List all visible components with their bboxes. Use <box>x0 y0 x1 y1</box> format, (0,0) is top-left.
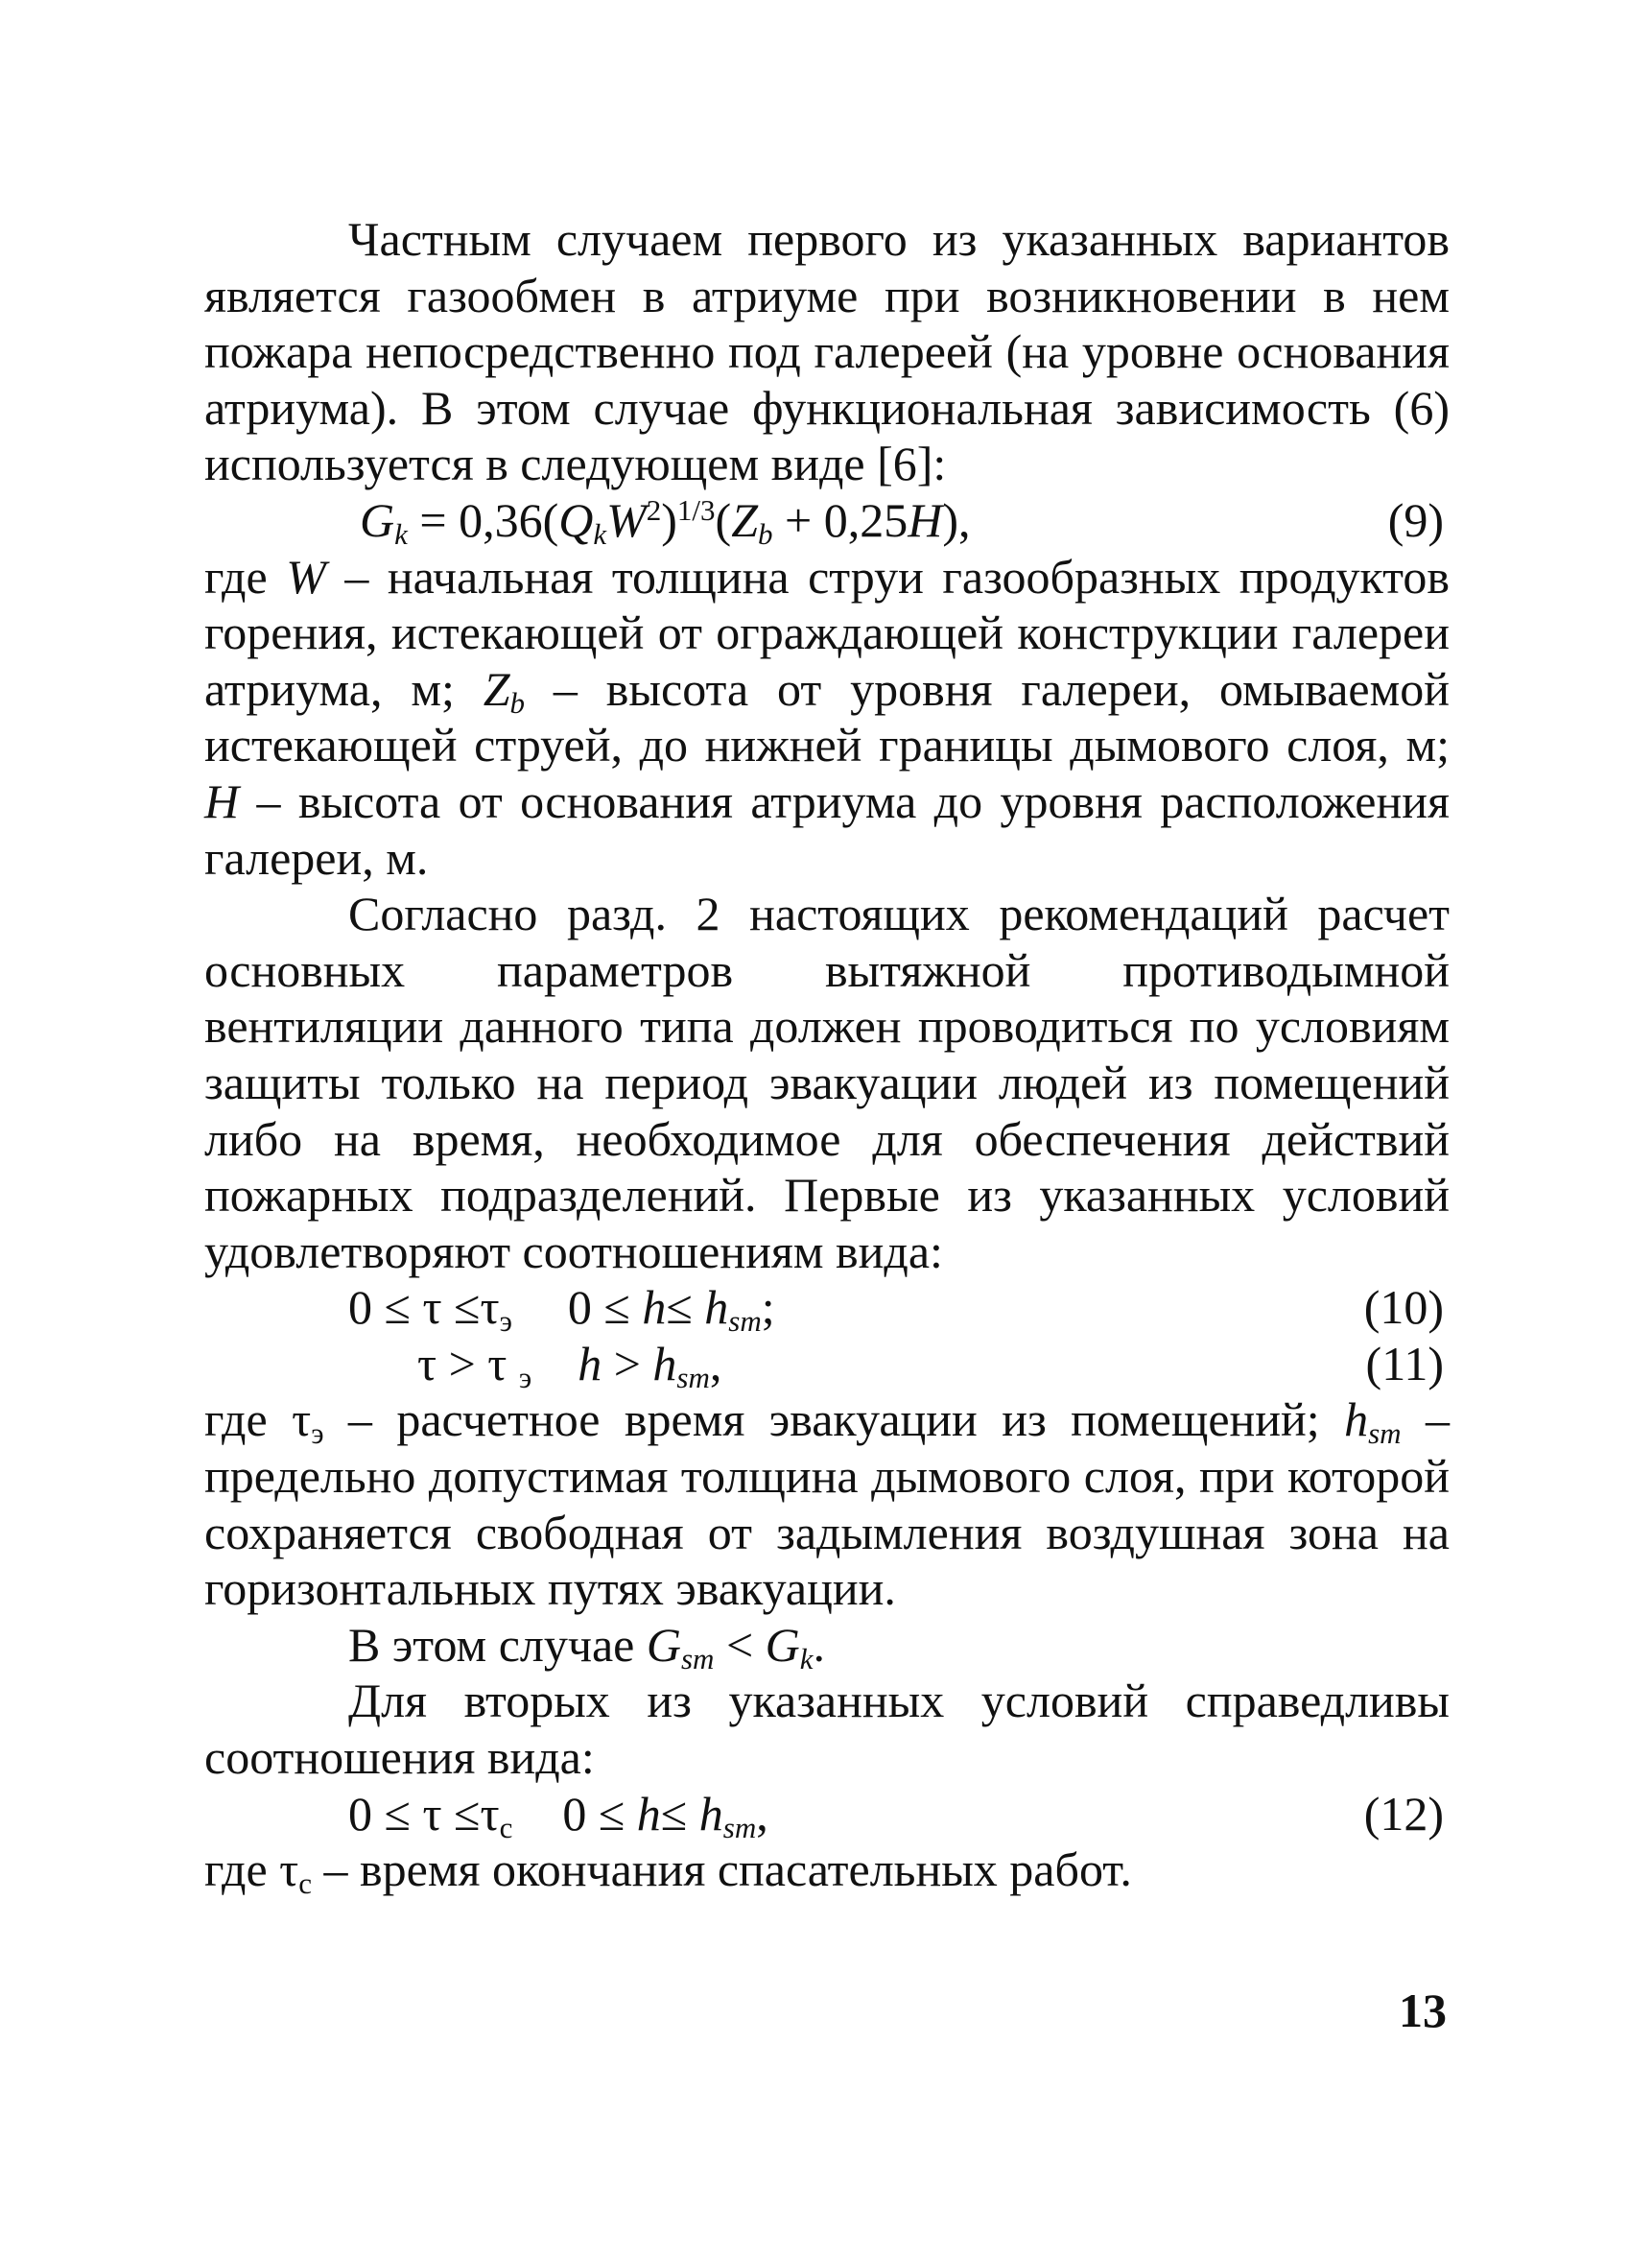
paragraph-4: где $\tau_э$ – расчетное время эвакуации из помещений; $h_{sm}$ – предельно допустимая толщина дымового слоя, при которой сохраняется свободная от задымления воздушная зона на горизонтальных путях эвакуации. <box>204 1392 1450 1616</box>
equation-9 <box>204 492 1450 549</box>
equation-9-formula: $G_k = 0,36(Q_kW^2)^{1/3}(Z_b + 0,25H)$, <box>360 492 971 551</box>
equation-9-number: (9) <box>1387 492 1444 547</box>
paragraph-6: Для вторых из указанных условий справедливы соотношения вида: <box>204 1674 1450 1785</box>
equation-12 <box>204 1786 1450 1842</box>
equation-10-number: (10) <box>1363 1280 1444 1335</box>
paragraph-7: где $\tau_с$ – время окончания спасательных работ. <box>204 1842 1132 1900</box>
paragraph-1: Частным случаем первого из указанных вариантов является газообмен в атриуме при возникновении в нем пожара непосредственно под галереей (на уровне основания атриума). В этом случае функциональная зависимость (6) используется в следующем виде [6]: <box>204 212 1450 491</box>
paragraph-2: где W – начальная толщина струи газообразных продуктов горения, истекающей от ограждающей конструкции галереи атриума, м; $Z_b$ – высота от уровня галереи, омываемой истекающей струей, до нижней границы дымового слоя, м; H – высота от основания атриума до уровня расположения галереи, м. <box>204 549 1450 885</box>
document-page <box>204 211 1450 1898</box>
equation-10 <box>204 1279 1450 1339</box>
paragraph-5: В этом случае $G_{sm} < G_k$. <box>348 1617 826 1675</box>
equation-11 <box>204 1336 1450 1392</box>
page-number: 13 <box>1399 1984 1447 2037</box>
paragraph-3: Согласно разд. 2 настоящих рекомендаций расчет основных параметров вытяжной противодымной вентиляции данного типа должен проводиться по условиям защиты только на период эвакуации людей из помещений либо на время, необходимое для обеспечения действий пожарных подразделений. Первые из указанных условий удовлетворяют соотношениям вида: <box>204 887 1450 1278</box>
equation-11-number: (11) <box>1365 1336 1444 1390</box>
equation-10-formula: $0 \le \tau \le\tau_э$ $0 \le h\le h_{sm}$; <box>348 1280 775 1339</box>
equation-12-number: (12) <box>1363 1786 1444 1841</box>
equation-12-formula: $0 \le \tau \le\tau_с$ $0 \le h\le h_{sm}$, <box>348 1786 768 1844</box>
equation-11-formula: τ > τ $_э$ $h > h_{sm}$, <box>417 1336 722 1394</box>
